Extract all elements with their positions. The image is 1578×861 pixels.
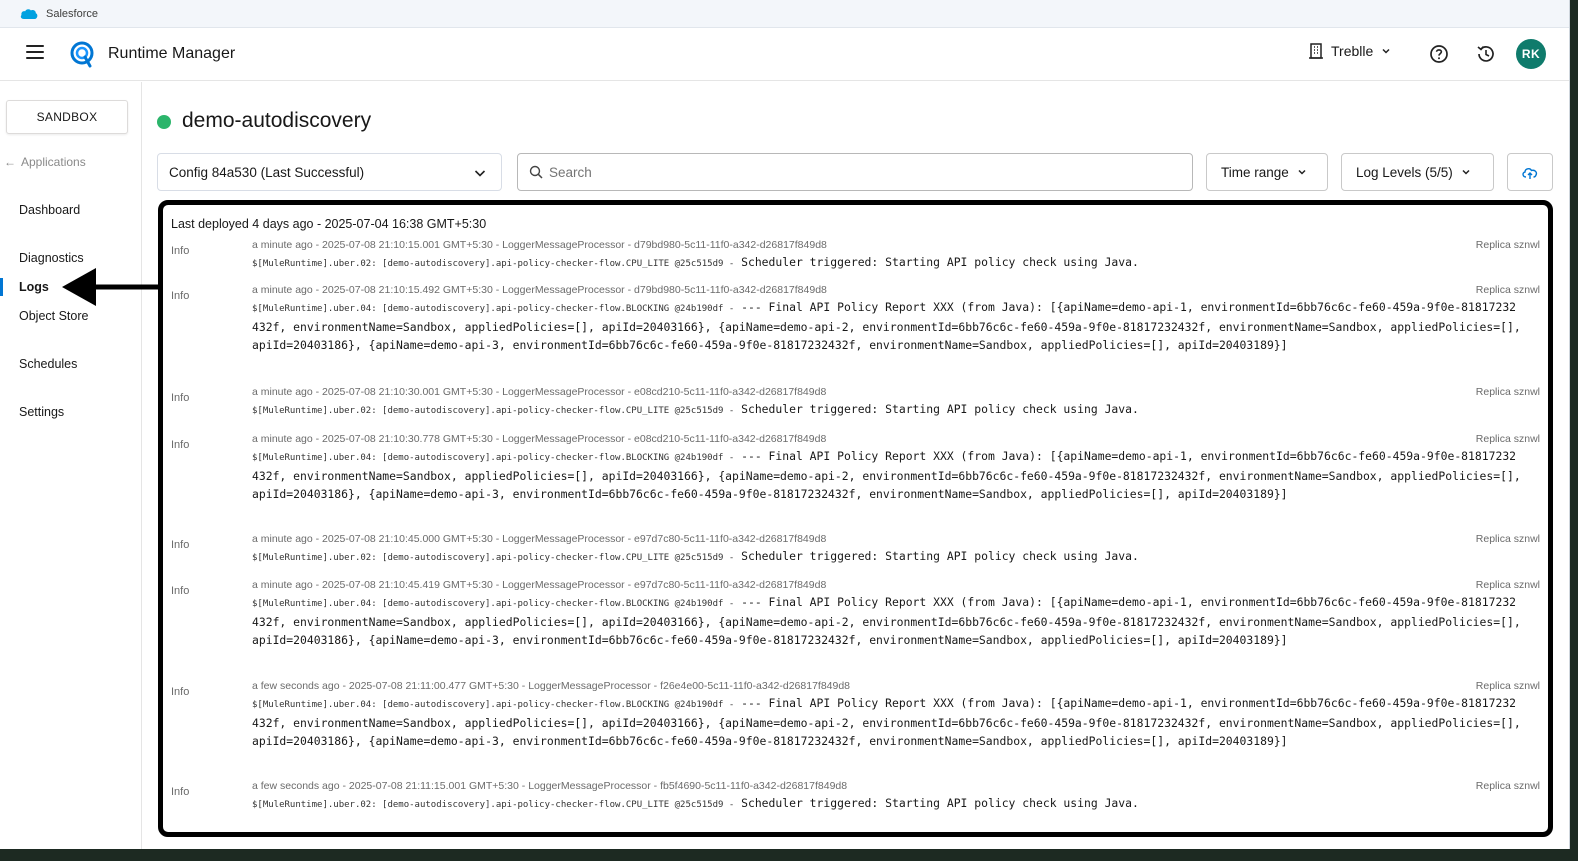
- log-message: [252, 794, 1522, 814]
- log-text: --- Final API Policy Report XXX (from Java): [{apiName=demo-api-1, environmentId=6bb76c6c-fe60-459a-9f0e-81817232432f, environmentName=Sandbox, appliedPolicies=[], apiId=20403166}, {apiName=demo-api-2, environmentId=6bb76c6c-fe60-459a-9f0e-81817232432f, environmentName=Sandbox, appliedPolicies=[], apiId=20403186}, {apiName=demo-api-3, environmentId=6bb76c6c-fe60-459a-9f0e-81817232432f, environmentName=Sandbox, appliedPolicies=[], apiId=20403189}]: [252, 595, 1521, 647]
- log-levels-button[interactable]: [1341, 153, 1494, 191]
- last-deployed-text: Last deployed 4 days ago - 2025-07-04 16:38 GMT+5:30: [171, 217, 487, 231]
- runtime-manager-logo: [68, 40, 96, 70]
- log-level: Info: [171, 290, 190, 302]
- log-level: Info: [171, 439, 190, 451]
- app-header: [0, 28, 1569, 81]
- chevron-down-icon: [1381, 46, 1391, 56]
- log-replica: Replica sznwl: [1475, 780, 1540, 792]
- sidebar-item-settings[interactable]: Settings: [19, 405, 65, 419]
- log-prefix: $[MuleRuntime].uber.04: [demo-autodiscovery].api-policy-checker-flow.BLOCKING @24b190df -: [252, 304, 735, 314]
- log-meta: a minute ago - 2025-07-08 21:10:15.492 GMT+5:30 - LoggerMessageProcessor - d79bd980-5c11-11f0-a342-d26817f849d8: [252, 284, 827, 296]
- log-replica: Replica sznwl: [1475, 579, 1540, 591]
- sidebar-item-schedules[interactable]: Schedules: [19, 357, 78, 371]
- log-message: [252, 400, 1522, 420]
- log-level: Info: [171, 786, 190, 798]
- log-message: [252, 593, 1522, 649]
- menu-icon[interactable]: [26, 43, 44, 61]
- log-message: [252, 298, 1522, 354]
- sidebar-item-object-store[interactable]: Object Store: [19, 309, 89, 323]
- log-meta: a minute ago - 2025-07-08 21:10:45.000 GMT+5:30 - LoggerMessageProcessor - e97d7c80-5c11-11f0-a342-d26817f849d8: [252, 533, 827, 545]
- salesforce-bar: [0, 0, 1569, 28]
- time-range-label: Time range: [1221, 164, 1289, 180]
- back-label: Applications: [21, 155, 86, 169]
- chevron-down-icon: [1461, 167, 1471, 177]
- building-icon: [1309, 43, 1323, 59]
- log-panel: [158, 200, 1553, 837]
- log-text: --- Final API Policy Report XXX (from Java): [{apiName=demo-api-1, environmentId=6bb76c6c-fe60-459a-9f0e-81817232432f, environmentName=Sandbox, appliedPolicies=[], apiId=20403166}, {apiName=demo-api-2, environmentId=6bb76c6c-fe60-459a-9f0e-81817232432f, environmentName=Sandbox, appliedPolicies=[], apiId=20403186}, {apiName=demo-api-3, environmentId=6bb76c6c-fe60-459a-9f0e-81817232432f, environmentName=Sandbox, appliedPolicies=[], apiId=20403189}]: [252, 449, 1521, 501]
- search-input[interactable]: [549, 165, 1149, 180]
- org-name: Treblle: [1331, 43, 1374, 59]
- log-meta: a minute ago - 2025-07-08 21:10:45.419 GMT+5:30 - LoggerMessageProcessor - e97d7c80-5c11-11f0-a342-d26817f849d8: [252, 579, 827, 591]
- sidebar: [0, 82, 142, 849]
- log-replica: Replica sznwl: [1475, 239, 1540, 251]
- log-prefix: $[MuleRuntime].uber.04: [demo-autodiscovery].api-policy-checker-flow.BLOCKING @24b190df -: [252, 700, 735, 710]
- user-avatar[interactable]: RK: [1516, 39, 1546, 69]
- log-message: [252, 447, 1522, 503]
- download-logs-button[interactable]: [1507, 153, 1553, 191]
- status-indicator: [157, 115, 171, 129]
- back-to-applications[interactable]: [4, 155, 86, 169]
- log-text: --- Final API Policy Report XXX (from Java): [{apiName=demo-api-1, environmentId=6bb76c6c-fe60-459a-9f0e-81817232432f, environmentName=Sandbox, appliedPolicies=[], apiId=20403166}, {apiName=demo-api-2, environmentId=6bb76c6c-fe60-459a-9f0e-81817232432f, environmentName=Sandbox, appliedPolicies=[], apiId=20403186}, {apiName=demo-api-3, environmentId=6bb76c6c-fe60-459a-9f0e-81817232432f, environmentName=Sandbox, appliedPolicies=[], apiId=20403189}]: [252, 696, 1521, 748]
- application-name: demo-autodiscovery: [182, 109, 372, 132]
- config-dropdown[interactable]: [157, 153, 502, 191]
- log-prefix: $[MuleRuntime].uber.02: [demo-autodiscovery].api-policy-checker-flow.CPU_LITE @25c515d9 -: [252, 553, 735, 563]
- log-prefix: $[MuleRuntime].uber.04: [demo-autodiscovery].api-policy-checker-flow.BLOCKING @24b190df -: [252, 599, 735, 609]
- log-prefix: $[MuleRuntime].uber.02: [demo-autodiscovery].api-policy-checker-flow.CPU_LITE @25c515d9 -: [252, 800, 735, 810]
- log-message: [252, 547, 1522, 567]
- search-box[interactable]: [517, 153, 1193, 191]
- log-levels-label: Log Levels (5/5): [1356, 164, 1453, 180]
- log-message: [252, 253, 1522, 273]
- history-icon[interactable]: [1475, 43, 1497, 65]
- log-text: Scheduler triggered: Starting API policy check using Java.: [741, 549, 1139, 563]
- salesforce-label: Salesforce: [46, 7, 98, 20]
- cloud-upload-icon: [1521, 164, 1539, 180]
- log-prefix: $[MuleRuntime].uber.02: [demo-autodiscovery].api-policy-checker-flow.CPU_LITE @25c515d9 -: [252, 406, 735, 416]
- environment-selector[interactable]: SANDBOX: [6, 100, 128, 134]
- log-text: Scheduler triggered: Starting API policy check using Java.: [741, 796, 1139, 810]
- log-prefix: $[MuleRuntime].uber.02: [demo-autodiscovery].api-policy-checker-flow.CPU_LITE @25c515d9 -: [252, 259, 735, 269]
- log-level: Info: [171, 245, 190, 257]
- annotation-arrow-icon: [62, 266, 158, 308]
- config-label: Config 84a530 (Last Successful): [169, 164, 365, 180]
- org-selector[interactable]: [1309, 43, 1391, 59]
- help-icon[interactable]: [1428, 43, 1450, 65]
- log-text: --- Final API Policy Report XXX (from Java): [{apiName=demo-api-1, environmentId=6bb76c6c-fe60-459a-9f0e-81817232432f, environmentName=Sandbox, appliedPolicies=[], apiId=20403166}, {apiName=demo-api-2, environmentId=6bb76c6c-fe60-459a-9f0e-81817232432f, environmentName=Sandbox, appliedPolicies=[], apiId=20403186}, {apiName=demo-api-3, environmentId=6bb76c6c-fe60-459a-9f0e-81817232432f, environmentName=Sandbox, appliedPolicies=[], apiId=20403189}]: [252, 300, 1521, 352]
- log-meta: a few seconds ago - 2025-07-08 21:11:15.001 GMT+5:30 - LoggerMessageProcessor - fb5f4690-5c11-11f0-a342-d26817f849d8: [252, 780, 848, 792]
- log-meta: a few seconds ago - 2025-07-08 21:11:00.477 GMT+5:30 - LoggerMessageProcessor - f26e4e00-5c11-11f0-a342-d26817f849d8: [252, 680, 851, 692]
- arrow-left-icon: ←: [4, 155, 16, 169]
- log-level: Info: [171, 392, 190, 404]
- log-replica: Replica sznwl: [1475, 284, 1540, 296]
- sidebar-item-dashboard[interactable]: Dashboard: [19, 203, 81, 217]
- log-meta: a minute ago - 2025-07-08 21:10:30.778 GMT+5:30 - LoggerMessageProcessor - e08cd210-5c11-11f0-a342-d26817f849d8: [252, 433, 827, 445]
- chevron-down-icon: [473, 166, 487, 180]
- log-replica: Replica sznwl: [1475, 680, 1540, 692]
- chevron-down-icon: [1297, 167, 1307, 177]
- log-meta: a minute ago - 2025-07-08 21:10:30.001 GMT+5:30 - LoggerMessageProcessor - e08cd210-5c11-11f0-a342-d26817f849d8: [252, 386, 827, 398]
- salesforce-cloud-icon: [20, 8, 38, 20]
- log-meta: a minute ago - 2025-07-08 21:10:15.001 GMT+5:30 - LoggerMessageProcessor - d79bd980-5c11-11f0-a342-d26817f849d8: [252, 239, 827, 251]
- sidebar-item-diagnostics[interactable]: Diagnostics: [19, 251, 84, 265]
- time-range-button[interactable]: [1206, 153, 1328, 191]
- log-level: Info: [171, 686, 190, 698]
- log-message: [252, 694, 1522, 750]
- log-prefix: $[MuleRuntime].uber.04: [demo-autodiscovery].api-policy-checker-flow.BLOCKING @24b190df -: [252, 453, 735, 463]
- active-indicator: [0, 278, 3, 296]
- sidebar-item-logs[interactable]: Logs: [19, 280, 49, 294]
- log-text: Scheduler triggered: Starting API policy check using Java.: [741, 402, 1139, 416]
- log-level: Info: [171, 539, 190, 551]
- log-replica: Replica sznwl: [1475, 386, 1540, 398]
- log-replica: Replica sznwl: [1475, 533, 1540, 545]
- app-title: Runtime Manager: [108, 45, 236, 62]
- log-level: Info: [171, 585, 190, 597]
- log-replica: Replica sznwl: [1475, 433, 1540, 445]
- search-icon: [529, 165, 543, 179]
- log-text: Scheduler triggered: Starting API policy check using Java.: [741, 255, 1139, 269]
